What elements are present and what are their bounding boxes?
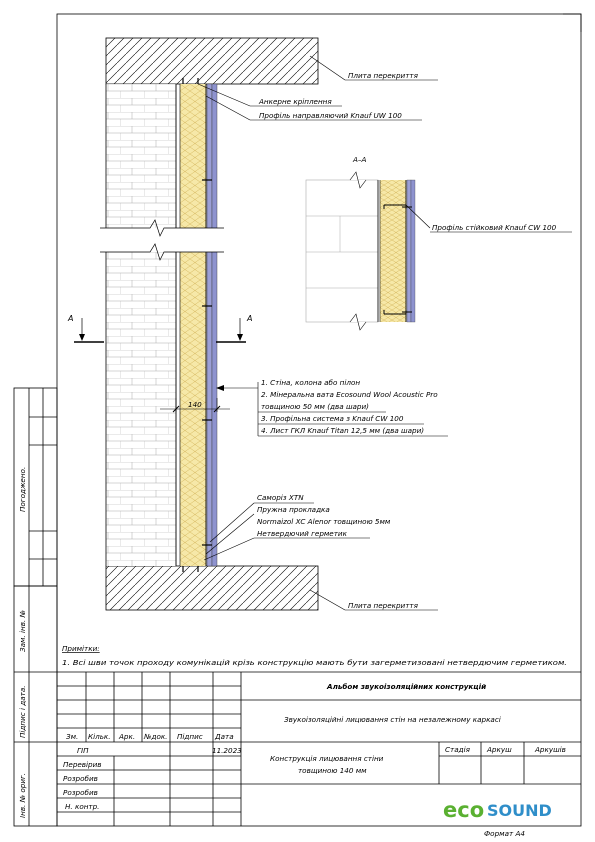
label-gasket-1: Пружна прокладка [257,505,330,514]
drawing-title-1: Конструкція лицювання стіни [270,754,384,763]
label-screw: Саморіз XTN [257,493,304,502]
label-uw-profile: Профіль направляючий Knauf UW 100 [259,111,402,120]
stamp-agreed: Погоджено. [18,466,27,512]
notes-text: 1. Всі шви точок проходу комунікацій крізь конструкцію мають бути загерметизовані нетвердючим герметиком. [62,658,567,667]
gypsum-board-2 [212,84,217,566]
section-detail [306,172,415,330]
label-anchor: Анкерне кріплення [259,97,332,106]
stamp-inv-no: Інв. № ориг. [18,772,27,818]
stage-label: Стадія [445,745,470,754]
role-0: ГІП [77,746,89,755]
section-title: А–А [353,155,367,164]
side-stamp [14,388,57,826]
col-header-2: Арк. [119,732,136,741]
section-mark-right: А [247,314,253,323]
date-value: 11.2023 [212,746,242,755]
label-layer-2a: 2. Мінеральна вата Ecosound Wool Acoustic Pro [261,390,438,399]
role-2: Розробив [63,774,98,783]
format-label: Формат А4 [484,829,525,838]
label-layer-1: 1. Стіна, колона або пілон [261,378,361,387]
ecosound-logo [443,798,552,822]
brick-wall [106,84,176,566]
label-layer-3: 3. Профільна система з Knauf CW 100 [261,414,404,423]
stamp-sign-date: Підпис і дата. [18,685,27,738]
leader-lines [198,56,448,610]
section-mark-left: А [68,314,74,323]
col-header-5: Дата [215,732,234,741]
label-layer-4: 4. Лист ГКЛ Knauf Titan 12,5 мм (два шари) [261,426,425,435]
gypsum-board-1 [207,84,212,566]
stamp-replaced-inv: Зам. інв. № [18,610,27,652]
col-header-1: Кільк. [88,732,111,741]
svg-text:eco: eco [443,798,485,822]
col-header-4: Підпис [177,732,203,741]
col-header-3: №док. [144,732,168,741]
subject-title: Звукоізоляційні лицювання стін на незалежному каркасі [284,715,501,724]
role-1: Перевірив [63,760,102,769]
label-gasket-2: Normaizol XC Alenor товщиною 5мм [257,517,391,526]
label-layer-2b: товщиною 50 мм (два шари) [261,402,369,411]
dimension-label: 140 [188,400,202,409]
sheets-label: Аркушів [535,745,566,754]
label-cw-profile: Профіль стійковий Knauf CW 100 [432,223,557,232]
role-4: Н. контр. [65,802,100,811]
label-sealant: Нетвердючий герметик [257,529,347,538]
svg-text:SOUND: SOUND [487,801,552,820]
label-slab-bottom: Плита перекриття [348,601,418,610]
slab-bottom [106,566,318,610]
album-title: Альбом звукоізоляційних конструкцій [327,682,487,691]
slab-top [106,38,318,84]
role-3: Розробив [63,788,98,797]
drawing-title-2: товщиною 140 мм [298,766,367,775]
mineral-wool [180,84,206,566]
label-slab-top: Плита перекриття [348,71,418,80]
col-header-0: Зм. [66,732,79,741]
sheet-label: Аркуш [487,745,512,754]
notes-title: Примітки: [62,644,100,653]
